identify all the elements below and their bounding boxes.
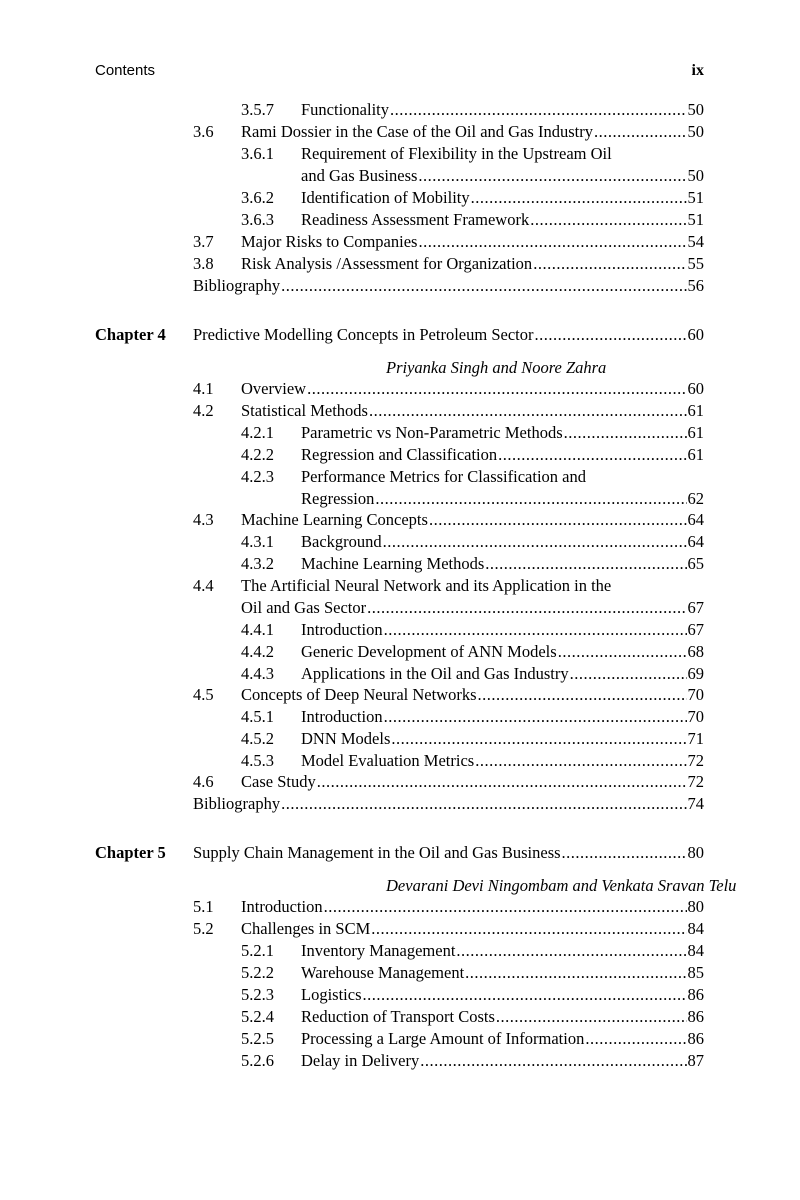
page-ref: 85 <box>687 963 704 982</box>
page-ref: 51 <box>687 210 704 229</box>
dot-leader <box>530 209 686 231</box>
chapter-entry[interactable] <box>0 842 800 864</box>
toc-entry[interactable] <box>0 619 800 641</box>
section-number: 4.3 <box>193 510 214 529</box>
section-title: Reduction of Transport Costs <box>301 1007 495 1026</box>
page-ref: 60 <box>687 379 704 398</box>
page-ref: 50 <box>687 122 704 141</box>
dot-leader <box>418 231 686 253</box>
page-ref: 65 <box>687 554 704 573</box>
section-number: 4.5.2 <box>241 729 274 748</box>
section-title: Regression <box>301 489 375 508</box>
chapter-authors <box>193 357 800 379</box>
dot-leader <box>570 663 687 685</box>
section-number: 4.4.1 <box>241 620 274 639</box>
toc-entry[interactable] <box>0 531 800 553</box>
page-ref: 67 <box>687 620 704 639</box>
section-number: 3.8 <box>193 254 214 273</box>
dot-leader <box>496 1006 687 1028</box>
section-number: Chapter 4 <box>95 325 166 344</box>
section-number: 4.4.3 <box>241 664 274 683</box>
section-title: Risk Analysis /Assessment for Organization <box>241 254 533 273</box>
dot-leader <box>562 842 687 864</box>
section-title: Introduction <box>301 620 383 639</box>
page-ref: 70 <box>687 685 704 704</box>
dot-leader <box>391 728 686 750</box>
toc-entry[interactable] <box>0 422 800 444</box>
section-title: Introduction <box>241 897 323 916</box>
dot-leader <box>420 1050 686 1072</box>
dot-leader <box>384 619 687 641</box>
section-number: 4.2 <box>193 401 214 420</box>
dot-leader <box>375 488 686 510</box>
toc-entry[interactable] <box>0 275 800 297</box>
toc-entry <box>0 143 800 165</box>
section-title: Machine Learning Methods <box>301 554 485 573</box>
toc-entry[interactable] <box>0 728 800 750</box>
dot-leader <box>471 187 687 209</box>
toc-entry[interactable] <box>0 793 800 815</box>
page-ref: 72 <box>687 751 704 770</box>
section-number: 4.5 <box>193 685 214 704</box>
dot-leader <box>475 750 686 772</box>
section-title: Requirement of Flexibility in the Upstream Oil <box>301 144 612 163</box>
section-title: Overview <box>241 379 307 398</box>
section-number: 4.3.1 <box>241 532 274 551</box>
page-ref: 64 <box>687 510 704 529</box>
page-ref: 64 <box>687 532 704 551</box>
toc-entry[interactable] <box>0 488 800 510</box>
toc-entry[interactable] <box>0 1006 800 1028</box>
page-ref: 50 <box>687 100 704 119</box>
dot-leader <box>485 553 686 575</box>
dot-leader <box>367 597 686 619</box>
section-number: 4.5.3 <box>241 751 274 770</box>
toc-entry[interactable] <box>0 231 800 253</box>
dot-leader <box>390 99 687 121</box>
section-title: Readiness Assessment Framework <box>301 210 530 229</box>
dot-leader <box>371 918 686 940</box>
dot-leader <box>369 400 687 422</box>
toc-entry[interactable] <box>0 684 800 706</box>
toc-entry[interactable] <box>0 553 800 575</box>
section-title: Introduction <box>301 707 383 726</box>
section-title: Parametric vs Non-Parametric Methods <box>301 423 563 442</box>
section-number: 5.2 <box>193 919 214 938</box>
section-title: Applications in the Oil and Gas Industry <box>301 664 569 683</box>
section-title: DNN Models <box>301 729 391 748</box>
section-number: 5.2.4 <box>241 1007 274 1026</box>
dot-leader <box>418 165 686 187</box>
toc-entry[interactable] <box>0 444 800 466</box>
section-title: Supply Chain Management in the Oil and Gas Business <box>193 843 561 862</box>
toc-entry[interactable] <box>0 165 800 187</box>
section-number: 3.6.2 <box>241 188 274 207</box>
dot-leader <box>498 444 686 466</box>
dot-leader <box>281 793 686 815</box>
page-ref: 84 <box>687 919 704 938</box>
dot-leader <box>465 962 686 984</box>
dot-leader <box>478 684 687 706</box>
section-number: 5.2.6 <box>241 1051 274 1070</box>
section-title: Statistical Methods <box>241 401 368 420</box>
page-ref: 72 <box>687 772 704 791</box>
section-number: 5.2.2 <box>241 963 274 982</box>
section-title: Predictive Modelling Concepts in Petroleum Sector <box>193 325 534 344</box>
section-number: 4.5.1 <box>241 707 274 726</box>
toc-entry[interactable] <box>0 187 800 209</box>
toc-entry[interactable] <box>0 378 800 400</box>
page-ref: 51 <box>687 188 704 207</box>
section-number: 4.2.2 <box>241 445 274 464</box>
page-ref: 87 <box>687 1051 704 1070</box>
section-number: 5.2.3 <box>241 985 274 1004</box>
toc-entry[interactable] <box>0 99 800 121</box>
toc-entry[interactable] <box>0 771 800 793</box>
page-ref: 55 <box>687 254 704 273</box>
dot-leader <box>564 422 687 444</box>
toc-entry[interactable] <box>0 984 800 1006</box>
chapter-authors <box>193 875 800 897</box>
toc-entry[interactable] <box>0 253 800 275</box>
author-names: Devarani Devi Ningombam and Venkata Sravan Telu <box>386 876 737 895</box>
page-ref: 56 <box>687 276 704 295</box>
dot-leader <box>585 1028 686 1050</box>
page-ref: 74 <box>687 794 704 813</box>
page-ref: 61 <box>687 445 704 464</box>
section-title: Major Risks to Companies <box>241 232 418 251</box>
toc-entry[interactable] <box>0 940 800 962</box>
page-ref: 86 <box>687 1029 704 1048</box>
section-number: 4.4 <box>193 576 214 595</box>
page-ref: 67 <box>687 598 704 617</box>
section-number: 4.6 <box>193 772 214 791</box>
section-title: Logistics <box>301 985 362 1004</box>
section-number: 4.2.3 <box>241 467 274 486</box>
section-title: and Gas Business <box>301 166 418 185</box>
page-number: ix <box>691 62 704 79</box>
section-title: Functionality <box>301 100 389 119</box>
section-title: Rami Dossier in the Case of the Oil and Gas Industry <box>241 122 593 141</box>
section-number: 5.1 <box>193 897 214 916</box>
toc-entry <box>0 575 800 597</box>
dot-leader <box>281 275 686 297</box>
page-ref: 50 <box>687 166 704 185</box>
running-head-title: Contents <box>95 62 156 79</box>
dot-leader <box>307 378 686 400</box>
toc-entry[interactable] <box>0 918 800 940</box>
dot-leader <box>324 896 687 918</box>
toc-entry[interactable] <box>0 896 800 918</box>
toc-entry[interactable] <box>0 597 800 619</box>
section-title: Background <box>301 532 382 551</box>
section-number: 4.4.2 <box>241 642 274 661</box>
section-title: Regression and Classification <box>301 445 498 464</box>
dot-leader <box>534 324 686 346</box>
page-ref: 62 <box>687 489 704 508</box>
section-title: Bibliography <box>193 794 281 813</box>
section-number: 3.5.7 <box>241 100 274 119</box>
toc-entry <box>0 466 800 488</box>
page-ref: 86 <box>687 985 704 1004</box>
section-title: Oil and Gas Sector <box>241 598 367 617</box>
section-title: Warehouse Management <box>301 963 465 982</box>
toc-entry[interactable] <box>0 209 800 231</box>
page-ref: 68 <box>687 642 704 661</box>
page-ref: 80 <box>687 897 704 916</box>
section-title: Concepts of Deep Neural Networks <box>241 685 477 704</box>
section-number: 3.7 <box>193 232 214 251</box>
dot-leader <box>558 641 687 663</box>
page-ref: 71 <box>687 729 704 748</box>
page-ref: 84 <box>687 941 704 960</box>
dot-leader <box>384 706 687 728</box>
dot-leader <box>363 984 687 1006</box>
toc-entry[interactable] <box>0 121 800 143</box>
toc-entry[interactable] <box>0 962 800 984</box>
section-number: 3.6.1 <box>241 144 274 163</box>
section-title: Inventory Management <box>301 941 456 960</box>
author-names: Priyanka Singh and Noore Zahra <box>386 358 607 377</box>
section-number: 4.3.2 <box>241 554 274 573</box>
dot-leader <box>533 253 686 275</box>
chapter-entry[interactable] <box>0 324 800 346</box>
page-ref: 86 <box>687 1007 704 1026</box>
section-title: Delay in Delivery <box>301 1051 420 1070</box>
toc-entry[interactable] <box>0 750 800 772</box>
page-ref: 61 <box>687 423 704 442</box>
section-title: Case Study <box>241 772 316 791</box>
dot-leader <box>429 509 687 531</box>
section-title: Machine Learning Concepts <box>241 510 428 529</box>
section-number: 3.6.3 <box>241 210 274 229</box>
dot-leader <box>456 940 686 962</box>
section-title: Generic Development of ANN Models <box>301 642 557 661</box>
toc-entry[interactable] <box>0 1028 800 1050</box>
section-title: Identification of Mobility <box>301 188 470 207</box>
page-ref: 54 <box>687 232 704 251</box>
section-number: 5.2.5 <box>241 1029 274 1048</box>
running-head <box>95 62 704 82</box>
page-ref: 80 <box>687 843 704 862</box>
toc-entry[interactable] <box>0 1050 800 1072</box>
page-ref: 69 <box>687 664 704 683</box>
section-title: The Artificial Neural Network and its Application in the <box>241 576 612 595</box>
section-number: Chapter 5 <box>95 843 166 862</box>
section-title: Bibliography <box>193 276 281 295</box>
page-ref: 61 <box>687 401 704 420</box>
section-title: Challenges in SCM <box>241 919 371 938</box>
section-title: Performance Metrics for Classification and <box>301 467 586 486</box>
toc-entry[interactable] <box>0 509 800 531</box>
dot-leader <box>383 531 687 553</box>
section-title: Processing a Large Amount of Information <box>301 1029 585 1048</box>
section-number: 4.1 <box>193 379 214 398</box>
dot-leader <box>594 121 687 143</box>
dot-leader <box>317 771 687 793</box>
page-ref: 60 <box>687 325 704 344</box>
toc-entry[interactable] <box>0 663 800 685</box>
section-number: 4.2.1 <box>241 423 274 442</box>
page-ref: 70 <box>687 707 704 726</box>
toc-entry[interactable] <box>0 400 800 422</box>
section-number: 3.6 <box>193 122 214 141</box>
toc-entry[interactable] <box>0 641 800 663</box>
section-title: Model Evaluation Metrics <box>301 751 475 770</box>
toc-entry[interactable] <box>0 706 800 728</box>
section-number: 5.2.1 <box>241 941 274 960</box>
